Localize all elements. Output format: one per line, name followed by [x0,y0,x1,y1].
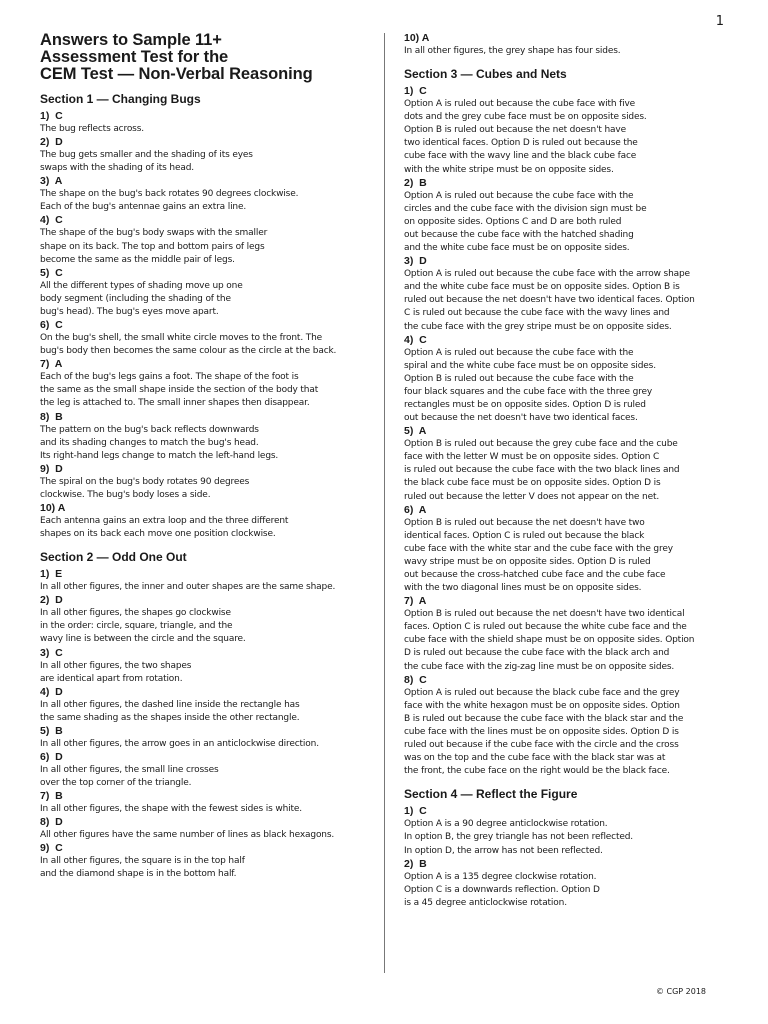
answer-label: 2) B [404,176,427,189]
explanation-line: cube face with the wavy line and the black cube face [404,151,637,162]
explanation-line: Option A is ruled out because the black cube face and the grey [404,687,680,698]
explanation-line: out because the net doesn't have two identical faces. [404,413,638,424]
explanation-line: In all other figures, the dashed line inside the rectangle has [40,699,300,710]
answer-item [40,267,370,319]
explanation-line: bug's head). The bug's eyes move apart. [40,306,219,317]
explanation-line: swaps with the shading of its head. [40,163,195,174]
answer-label: 9) D [40,462,63,475]
answer-label: 4) C [404,333,427,346]
answer-label: 3) D [404,255,427,268]
explanation-line: faces. Option C is ruled out because the white cube face and the [404,622,687,633]
answer-label: 3) A [40,175,63,188]
explanation-line: over the top corner of the triangle. [40,778,192,789]
answer-item [40,647,370,686]
answer-item [40,568,370,594]
answer-item [404,595,734,673]
explanation-line: become the same as the middle pair of legs. [40,254,235,265]
explanation-line: Option B is ruled out because the net doesn't have [404,125,626,136]
explanation-line: shapes on its back each move one position clockwise. [40,529,276,540]
explanation-line: the black cube face must be on opposite sides. Option D is [404,478,661,489]
explanation-line: The shape of the bug's body swaps with the smaller [40,228,268,239]
explanation-line: Option B is ruled out because the net doesn't have two identical [404,609,685,620]
answer-label: 7) A [40,358,63,371]
answer-item [40,319,370,358]
explanation-line: out because the cross-hatched cube face and the cube face [404,570,666,580]
explanation-line: the front, the cube face on the right would be the black face. [404,766,670,777]
answer-item [40,175,370,214]
answer-label: 1) C [404,805,427,818]
title-line: CEM Test — Non-Verbal Reasoning [40,65,313,83]
answer-label: 6) A [404,503,427,516]
section-heading: Section 3 — Cubes and Nets [404,67,567,82]
explanation-line: The pattern on the bug's back reflects downwards [40,424,259,435]
answer-label: 4) D [40,685,63,698]
answer-label: 8) D [40,816,63,829]
explanation-line: the cube face with the zig-zag line must be on opposite sides. [404,661,675,672]
answer-item [404,805,734,857]
explanation-line: Option A is ruled out because the cube face with five [404,99,636,110]
answer-item [40,816,370,842]
explanation-line: In all other figures, the two shapes [40,660,192,671]
answer-item [40,790,370,816]
explanation-line: body segment (including the shading of the [40,293,231,304]
explanation-line: identical faces. Option C is ruled out because the black [404,530,645,541]
answer-label: 1) C [40,110,63,122]
answer-item [40,725,370,751]
answer-label: 5) A [404,425,427,438]
answer-item [40,214,370,266]
answer-label: 8) B [40,410,63,423]
explanation-line: in the order: circle, square, triangle, and the [40,621,233,632]
explanation-line: All the different types of shading move up one [40,280,243,291]
answer-label: 10) A [40,501,66,514]
explanation-line: All other figures have the same number of lines as black hexagons. [40,830,335,841]
explanation-line: In all other figures, the arrow goes in an anticlockwise direction. [40,738,319,749]
answer-label: 6) C [40,319,63,332]
page-title [40,32,370,83]
explanation-line: face with the letter W must be on opposite sides. Option C [404,452,660,463]
explanation-line: The bug gets smaller and the shading of its eyes [40,150,253,161]
explanation-line: cube face with the white star and the cube face with the grey [404,543,673,554]
explanation-line: Each antenna gains an extra loop and the three different [40,515,289,526]
explanation-line: four black squares and the cube face with the three grey [404,386,653,397]
answer-item [40,842,370,881]
explanation-line: spiral and the white cube face must be on opposite sides. [404,360,656,371]
explanation-line: is a 45 degree anticlockwise rotation. [404,897,567,908]
explanation-line: Option A is a 135 degree clockwise rotation. [404,871,597,882]
explanation-line: ruled out because the net doesn't have two identical faces. Option [404,295,695,306]
explanation-line: with the two diagonal lines must be on opposite sides. [404,583,642,594]
explanation-line: The shape on the bug's back rotates 90 degrees clockwise. [40,189,299,200]
answer-label: 2) D [40,594,63,607]
explanation-line: the cube face with the grey stripe must be on opposite sides. [404,321,672,332]
answer-item [40,594,370,646]
answer-label: 2) D [40,136,63,149]
explanation-line: ruled out because the letter V does not appear on the net. [404,491,660,502]
explanation-line: Option B is ruled out because the grey cube face and the cube [404,439,678,450]
explanation-line: D is ruled out because the cube face with the black arch and [404,648,670,659]
answer-label: 2) B [404,857,427,870]
answer-item [40,411,370,463]
explanation-line: In all other figures, the grey shape has four sides. [404,46,621,56]
answer-item [40,358,370,410]
right-answers [404,32,734,910]
answer-item [40,110,370,136]
answer-item [40,686,370,725]
explanation-line: with the white stripe must be on opposite sides. [404,164,614,175]
explanation-line: and the white cube face must be on opposite sides. Option B is [404,282,680,293]
explanation-line: out because the cube face with the hatched shading [404,229,634,240]
explanation-line: the same as the small shape inside the section of the body that [40,385,319,396]
explanation-line: on opposite sides. Options C and D are both ruled [404,216,622,227]
answer-label: 10) A [404,32,430,44]
answer-item [404,425,734,503]
answer-label: 1) C [404,85,427,98]
explanation-line: Option B is ruled out because the net doesn't have two [404,517,645,528]
explanation-line: In option D, the arrow has not been reflected. [404,845,603,856]
explanation-line: In all other figures, the shape with the fewest sides is white. [40,804,302,815]
explanation-line: In option B, the grey triangle has not been reflected. [404,832,634,843]
explanation-line: is ruled out because the cube face with the two black lines and [404,465,680,476]
explanation-line: Option A is ruled out because the cube face with the [404,190,634,201]
explanation-line: Option A is a 90 degree anticlockwise rotation. [404,819,608,830]
explanation-line: clockwise. The bug's body loses a side. [40,489,211,500]
explanation-line: circles and the cube face with the division sign must be [404,203,647,214]
explanation-line: rectangles must be on opposite sides. Option D is ruled [404,399,646,410]
explanation-line: B is ruled out because the cube face with the black star and the [404,713,684,724]
explanation-line: wavy line is between the circle and the square. [40,634,246,645]
explanation-line: Each of the bug's antennae gains an extra line. [40,202,247,213]
explanation-line: face with the white hexagon must be on opposite sides. Option [404,700,680,711]
answer-item [404,674,734,779]
explanation-line: wavy stripe must be on opposite sides. Option D is ruled [404,556,651,567]
title-line: Answers to Sample 11+ [40,31,222,49]
answer-item [404,32,734,58]
left-column [40,32,370,882]
explanation-line: In all other figures, the shapes go clockwise [40,608,231,619]
explanation-line: two identical faces. Option D is ruled out because the [404,138,638,149]
explanation-line: dots and the grey cube face must be on opposite sides. [404,112,647,123]
section-heading: Section 2 — Odd One Out [40,550,187,565]
explanation-line: was on the top and the cube face with the black star was at [404,753,666,764]
answer-label: 5) C [40,266,63,279]
answer-item [404,85,734,177]
explanation-line: bug's body then becomes the same colour as the circle at the back. [40,346,337,357]
answer-item [40,136,370,175]
page-number: 1 [715,14,724,29]
answer-item [40,751,370,790]
section-heading: Section 4 — Reflect the Figure [404,787,578,802]
explanation-line: are identical apart from rotation. [40,673,183,684]
answer-item [40,463,370,502]
answer-label: 5) B [40,724,63,737]
explanation-line: On the bug's shell, the small white circle moves to the front. The [40,333,323,344]
answer-label: 8) C [404,673,427,686]
explanation-line: cube face with the lines must be on opposite sides. Option D is [404,726,679,737]
explanation-line: and the white cube face must be on opposite sides. [404,243,630,254]
explanation-line: Its right-hand legs change to match the left-hand legs. [40,450,279,461]
explanation-line: Each of the bug's legs gains a foot. The shape of the foot is [40,372,299,383]
answer-item [404,504,734,596]
explanation-line: shape on its back. The top and bottom pairs of legs [40,241,265,252]
explanation-line: ruled out because if the cube face with the circle and the cross [404,740,679,751]
left-answers [40,92,370,882]
section-heading: Section 1 — Changing Bugs [40,92,201,106]
answer-label: 7) B [40,790,63,803]
explanation-line: C is ruled out because the cube face with the wavy lines and [404,308,670,319]
answer-item [40,502,370,541]
right-column [404,32,734,910]
answer-item [404,177,734,255]
explanation-line: cube face with the shield shape must be on opposite sides. Option [404,635,695,646]
explanation-line: The spiral on the bug's body rotates 90 degrees [40,476,250,487]
answer-label: 9) C [40,842,63,855]
answer-item [404,334,734,426]
explanation-line: In all other figures, the small line crosses [40,765,219,775]
explanation-line: In all other figures, the square is in the top half [40,856,245,867]
explanation-line: the same shading as the shapes inside the other rectangle. [40,712,300,723]
answer-label: 7) A [404,595,427,608]
title-line: Assessment Test for the [40,48,229,66]
explanation-line: Option A is ruled out because the cube face with the arrow shape [404,269,690,280]
explanation-line: Option C is a downwards reflection. Option D [404,884,600,895]
explanation-line: and the diamond shape is in the bottom half. [40,869,237,880]
explanation-line: The bug reflects across. [40,124,144,134]
answer-label: 6) D [40,751,63,763]
explanation-line: and its shading changes to match the bug's head. [40,437,259,448]
explanation-line: Option A is ruled out because the cube face with the [404,347,634,358]
explanation-line: Option B is ruled out because the cube face with the [404,373,634,384]
column-divider [384,33,385,973]
answer-label: 3) C [40,646,63,659]
answer-label: 1) E [40,568,63,581]
explanation-line: In all other figures, the inner and outer shapes are the same shape. [40,582,336,593]
answer-label: 4) C [40,214,63,227]
answer-item [404,255,734,333]
copyright-notice: © CGP 2018 [655,987,706,996]
explanation-line: the leg is attached to. The small inner shapes then disappear. [40,398,310,409]
answer-item [404,858,734,910]
